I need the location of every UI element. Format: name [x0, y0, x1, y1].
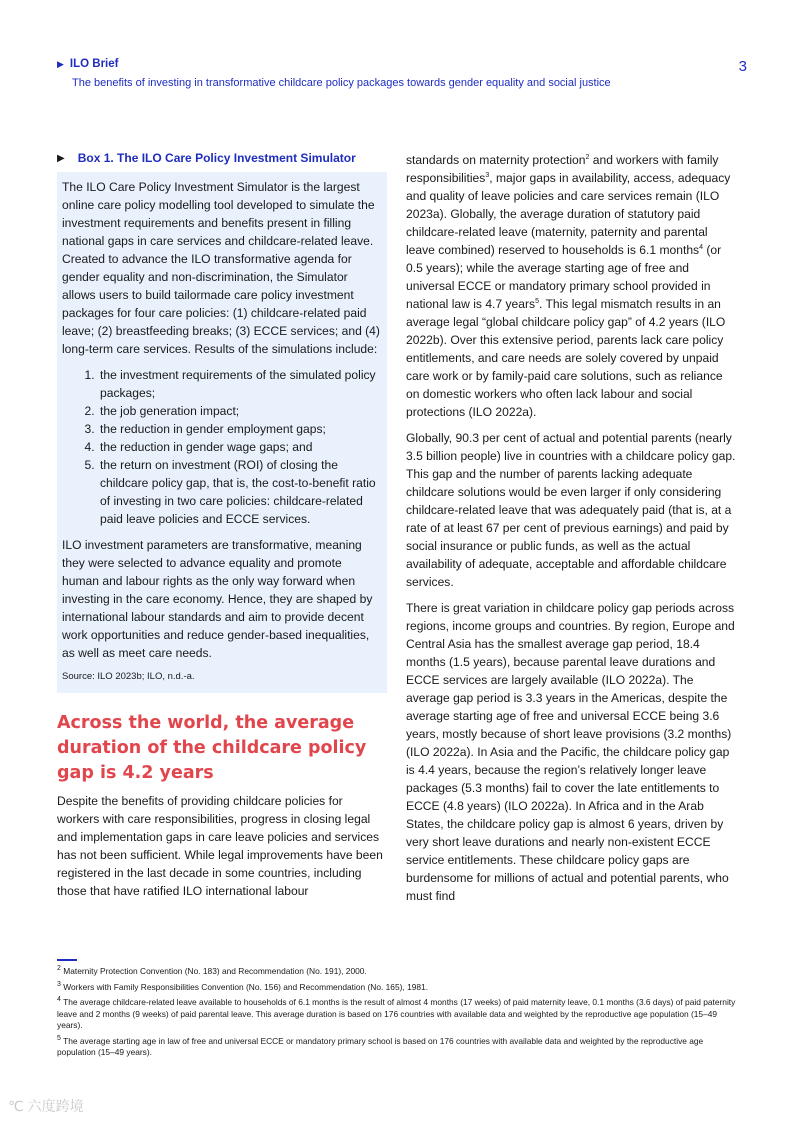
footnote-number: 4: [57, 996, 61, 1004]
play-triangle-icon: ▶: [57, 58, 64, 69]
footnote-divider: [57, 959, 77, 961]
page-header: [57, 58, 747, 89]
footnote-number: 2: [57, 965, 61, 973]
footnote-ref[interactable]: 2: [585, 153, 590, 161]
list-item: 1. the investment requirements of the simulated policy packages;: [98, 366, 381, 402]
box-title: [57, 151, 387, 165]
list-item: 4. the reduction in gender wage gaps; and: [98, 438, 381, 456]
footnote: [57, 982, 737, 994]
box-source: Source: ILO 2023b; ILO, n.d.-a.: [62, 671, 195, 682]
footnote: [57, 997, 737, 1032]
section-heading: Across the world, the average duration of the childcare policy gap is 4.2 years: [57, 713, 367, 783]
watermark-logo: [8, 1096, 84, 1116]
document-subtitle: The benefits of investing in transformative childcare policy packages towards gender equality and social justice: [72, 77, 611, 89]
footnote-ref[interactable]: 5: [535, 297, 539, 305]
brand: [57, 58, 747, 70]
footnote-ref[interactable]: 3: [485, 171, 490, 179]
page-number: 3: [738, 58, 747, 75]
footnote: [57, 1036, 737, 1059]
list-item: 5. the return on investment (ROI) of closing the childcare policy gap, that is, the cost-to-benefit ratio of investing in two care policies: childcare-related paid leave policies and ECCE services.: [98, 456, 381, 528]
box-intro: The ILO Care Policy Investment Simulator is the largest online care policy modelling tool developed to simulate the investment requirements and benefits present in filling national gaps in care services and childcare-related leave. Created to advance the ILO transformative agenda for gender equality and non-discrimination, the Simulator allows users to build tailormade care policy investment packages for four care policies: (1) childcare-related paid leave; (2) breastfeeding breaks; (3) ECCE services; and (4) long-term care services. Results of the simulations include:: [62, 180, 380, 356]
footnote: [57, 966, 737, 978]
list-item: 3. the reduction in gender employment gaps;: [98, 420, 381, 438]
watermark-text: 六度跨境: [27, 1098, 84, 1114]
logo-icon: ℃: [8, 1098, 24, 1114]
brand-title: ILO Brief: [69, 58, 119, 70]
footnote-text: The average childcare-related leave available to households of 6.1 months is the result of almost 4 months (17 weeks) of paid maternity leave, 0.1 months (3.6 days) of paid paternity leave and 2 months (9 weeks) of paid parental leave. This average duration is based on 176 countries with available data and weighted by the reproductive age population (15–49 years).: [57, 997, 736, 1030]
footnote-number: 5: [57, 1034, 61, 1042]
footnote-number: 3: [57, 980, 61, 988]
text-run: , major gaps in availability, access, adequacy and quality of leave policies and care services remain (ILO 2023a). Globally, the average duration of statutory paid childcare-related leave (maternity, paternity and parental leave combined) reserved to households is 6.1 months: [406, 171, 731, 257]
right-column: [406, 151, 738, 913]
info-box: [57, 172, 387, 693]
text-run: . This legal mismatch results in an average legal “global childcare policy gap” of 4.2 years (ILO 2022b). Over this extensive period, parents lack care policy entitlements, and care needs are solely covered by unpaid care work or by family-paid care solutions, such as reliance on domestic workers who often lack labour and social protections (ILO 2022a).: [406, 297, 726, 419]
paragraph: There is great variation in childcare policy gap periods across regions, income groups and countries. By region, Europe and Central Asia has the smallest average gap period, 18.4 months (1.5 years), because parental leave durations and ECCE services are largely available (ILO 2022a). The average gap period is 3.3 years in the Americas, despite the average starting age of free and universal ECCE being 3.6 years, mostly because of short leave provisions (3.2 months) (ILO 2022a). In Asia and the Pacific, the childcare policy gap is 4.4 years, because the region’s relatively longer leave packages (5.3 months) fail to cover the late entitlements to ECCE (4.8 years) (ILO 2022a). In Africa and in the Arab States, the childcare policy gap is almost 6 years, driven by very short leave durations and nearly non-existent ECCE service entitlements. These childcare policy gaps are burdensome for millions of actual and potential parents, who must find: [406, 601, 735, 903]
box-outro: ILO investment parameters are transformative, meaning they were selected to advance equality and promote human and labour rights as the only way forward when investing in the care economy. Hence, they are shaped by international labour standards and aim to provide decent work opportunities and reduce gender-based inequalities, as well as meet care needs.: [62, 538, 373, 660]
left-column: [57, 151, 387, 908]
footnotes: [57, 966, 737, 1063]
list-item: 2. the job generation impact;: [98, 402, 381, 420]
section-paragraph: Despite the benefits of providing childcare policies for workers with care responsibilities, progress in closing legal and implementation gaps in care leave policies and services has not been sufficient. While legal improvements have been registered in the last decade in some countries, including those that have ratified ILO international labour: [57, 794, 383, 898]
play-triangle-icon: ▶: [57, 152, 65, 164]
text-run: (or 0.5 years); while the average starting age of free and universal ECCE or mandatory primary school provided in national law is 4.7 years: [406, 243, 722, 311]
paragraph: Globally, 90.3 per cent of actual and potential parents (nearly 3.5 billion people) live in countries with a childcare policy gap. This gap and the number of parents lacking adequate childcare solutions would be even larger if only considering childcare-related leave that was adequately paid (that is, at a rate of at least 67 per cent of previous earnings) and paid by social insurance or public funds, as well as the actual availability of adequate, acceptable and affordable childcare services.: [406, 431, 736, 589]
footnote-text: Workers with Family Responsibilities Convention (No. 156) and Recommendation (No. 165), 1981.: [63, 981, 429, 992]
footnote-text: Maternity Protection Convention (No. 183) and Recommendation (No. 191), 2000.: [63, 966, 367, 976]
box-title-text: Box 1. The ILO Care Policy Investment Simulator: [77, 151, 356, 165]
footnote-text: The average starting age in law of free and universal ECCE or mandatory primary school is based on 176 countries with available data and weighted by the reproductive age population (15–49 years).: [57, 1035, 704, 1057]
box-results-list: [62, 366, 381, 528]
footnote-ref[interactable]: 4: [699, 243, 704, 251]
text-run: and workers with family responsibilities: [406, 153, 719, 185]
text-run: standards on maternity protection: [406, 153, 586, 167]
paragraph: [406, 151, 738, 421]
